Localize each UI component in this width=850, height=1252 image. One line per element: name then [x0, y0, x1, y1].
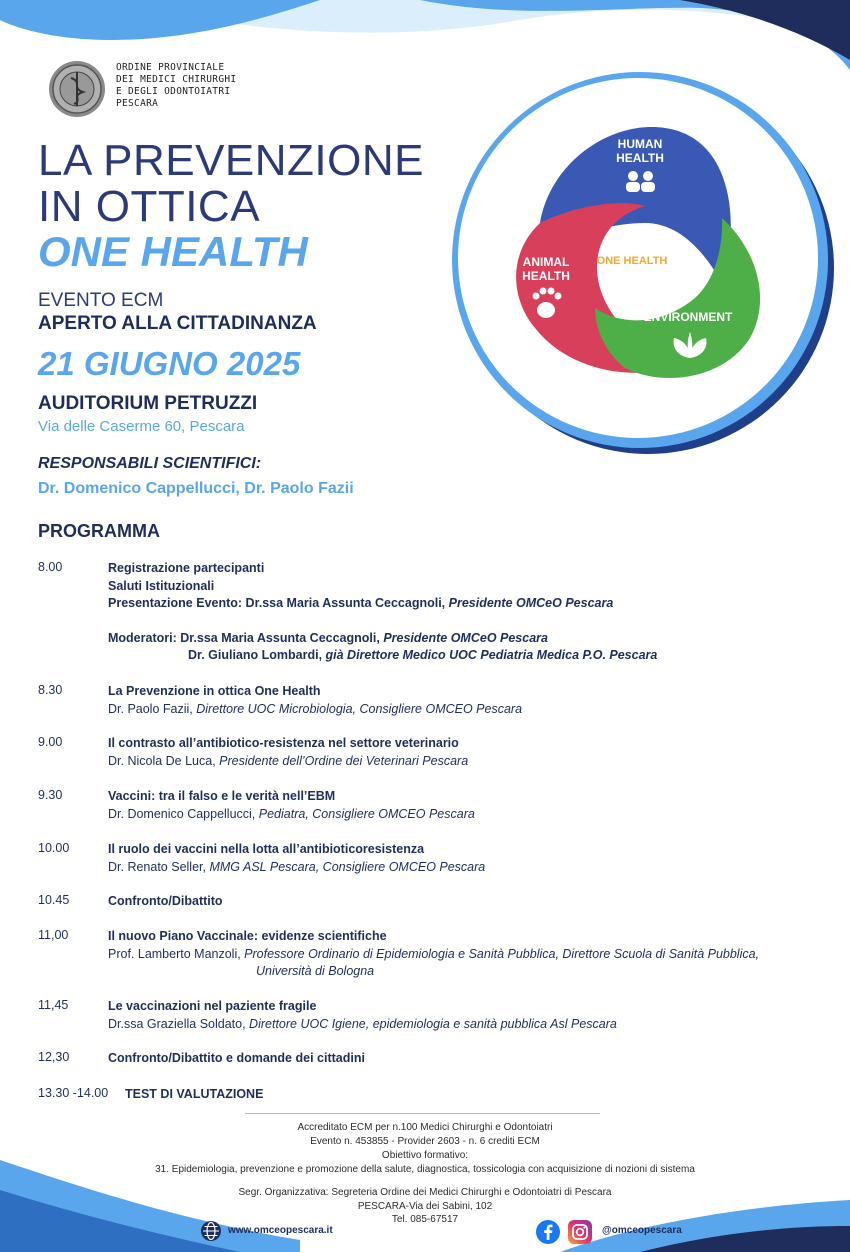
row-title: Il ruolo dei vaccini nella lotta all’antibioticoresistenza	[108, 842, 425, 856]
event-venue: AUDITORIUM PETRUZZI	[38, 393, 258, 414]
row-body	[108, 841, 848, 876]
row-role: Direttore UOC Microbiologia, Consigliere OMCEO Pescara	[196, 701, 523, 716]
globe-icon[interactable]	[200, 1220, 222, 1242]
moderators: Moderatori: Dr.ssa Maria Assunta Ceccagnoli,	[108, 630, 384, 645]
row-role: Presidente dell’Ordine dei Veterinari Pescara	[219, 753, 469, 768]
row-time: 9.30	[38, 788, 63, 802]
row-body	[108, 735, 848, 770]
row-time: 8.30	[38, 683, 63, 697]
row-time: 11,00	[38, 928, 69, 942]
row-role: Presidente OMCeO Pescara	[383, 630, 548, 645]
one-health-center-label: ONE HEALTH	[596, 255, 668, 267]
event-audience: APERTO ALLA CITTADINANZA	[38, 313, 317, 334]
row-title: Vaccini: tra il falso e le verità nell’EBM	[108, 789, 336, 803]
moderator-2: Dr. Giuliano Lombardi,	[188, 648, 326, 662]
instagram-icon[interactable]	[568, 1220, 592, 1244]
row-speaker: Dr. Domenico Cappellucci,	[108, 806, 259, 821]
row-role: Direttore UOC Igiene, epidemiologia e sanità pubblica Asl Pescara	[249, 1016, 617, 1031]
row-title: TEST DI VALUTAZIONE	[125, 1087, 264, 1101]
row-role-continued: Università di Bologna	[256, 964, 375, 978]
row-body	[108, 893, 848, 911]
row-title: Confronto/Dibattito e domande dei cittadini	[108, 1051, 365, 1065]
row-body	[108, 788, 848, 823]
programma-heading: PROGRAMMA	[38, 521, 160, 541]
accreditation-line: Accreditato ECM per n.100 Medici Chirurghi e Odontoiatri	[297, 1122, 553, 1133]
row-body	[108, 683, 848, 718]
row-time: 10.00	[38, 841, 70, 855]
row-body	[108, 560, 848, 665]
human-label-2: HEALTH	[616, 151, 664, 165]
order-seal-logo	[48, 60, 106, 118]
row-time: 10.45	[38, 893, 70, 907]
website-link[interactable]: www.omceopescara.it	[228, 1225, 333, 1236]
accreditation-info	[100, 1121, 750, 1177]
row-speaker: Dr.ssa Graziella Soldato,	[108, 1016, 250, 1031]
row-title: Le vaccinazioni nel paziente fragile	[108, 999, 317, 1013]
title-line-1: LA PREVENZIONE	[38, 136, 425, 185]
secretariat-line: Segr. Organizzativa: Segreteria Ordine dei Medici Chirurghi e Odontoiatri di Pescara	[238, 1187, 612, 1198]
animal-label-1: ANIMAL	[522, 255, 570, 269]
org-line-2: DEI MEDICI CHIRURGHI	[116, 74, 237, 85]
phone-line: Tel. 085-67517	[391, 1214, 459, 1225]
row-title: Il contrasto all’antibiotico-resistenza nel settore veterinario	[108, 736, 459, 750]
footer-divider	[245, 1113, 600, 1114]
row-time: 8.00	[38, 560, 63, 574]
organization-name	[116, 62, 236, 110]
row-role: MMG ASL Pescara, Consigliere OMCEO Pescara	[209, 859, 486, 874]
row-title: La Prevenzione in ottica One Health	[108, 684, 321, 698]
address-line: PESCARA-Via dei Sabini, 102	[357, 1200, 493, 1212]
row-role: già Direttore Medico UOC Pediatria Medica P.O. Pescara	[325, 648, 658, 662]
row-title: Il nuovo Piano Vaccinale: evidenze scientifiche	[108, 929, 387, 943]
row-body	[108, 928, 848, 981]
event-date: 21 GIUGNO 2025	[38, 345, 301, 382]
objective-text: 31. Epidemiologia, prevenzione e promozione della salute, diagnostica, tossicologia con acquisizione di nozioni di sistema	[155, 1164, 695, 1175]
row-time: 12,30	[38, 1050, 70, 1064]
row-role: Professore Ordinario di Epidemiologia e Sanità Pubblica, Direttore Scuola di Sanità Pubblica,	[244, 946, 760, 961]
title-one-health: ONE HEALTH	[38, 228, 308, 275]
row-speaker: Dr. Nicola De Luca,	[108, 753, 220, 768]
event-address: Via delle Caserme 60, Pescara	[38, 418, 245, 435]
row-body	[108, 1050, 848, 1068]
social-handle[interactable]: @omceopescara	[602, 1225, 682, 1236]
row-time: 9.00	[38, 735, 63, 749]
org-line-1: ORDINE PROVINCIALE	[116, 62, 225, 73]
human-label-1: HUMAN	[617, 137, 663, 151]
row-time: 11,45	[38, 998, 69, 1012]
event-code-line: Evento n. 453855 - Provider 2603 - n. 6 crediti ECM	[310, 1136, 540, 1147]
row-body	[108, 998, 848, 1033]
row-title: Saluti Istituzionali	[108, 578, 215, 593]
environment-label: ENVIRONMENT	[643, 310, 733, 324]
responsabili-label: RESPONSABILI SCIENTIFICI:	[38, 455, 262, 472]
row-title: Presentazione Evento: Dr.ssa Maria Assunta Ceccagnoli,	[108, 596, 449, 610]
one-health-logo	[440, 58, 845, 463]
facebook-icon[interactable]	[536, 1220, 560, 1244]
responsabili-names: Dr. Domenico Cappellucci, Dr. Paolo Fazii	[38, 480, 354, 497]
row-role: Pediatra, Consigliere OMCEO Pescara	[258, 806, 475, 821]
row-role: Presidente OMCeO Pescara	[448, 596, 614, 610]
objective-label: Obiettivo formativo:	[381, 1150, 469, 1161]
row-time: 13.30 -14.00	[38, 1086, 109, 1100]
org-line-3: E DEGLI ODONTOIATRI	[116, 86, 231, 97]
main-title	[38, 138, 424, 230]
row-title: Registrazione partecipanti	[108, 561, 265, 575]
event-type: EVENTO ECM	[38, 290, 164, 311]
row-title: Confronto/Dibattito	[108, 894, 223, 908]
secretariat-info	[100, 1186, 750, 1227]
animal-label-2: HEALTH	[522, 269, 570, 283]
row-speaker: Dr. Renato Seller,	[108, 859, 210, 874]
row-speaker: Dr. Paolo Fazii,	[108, 701, 197, 716]
org-line-4: PESCARA	[116, 98, 159, 109]
title-line-2: IN OTTICA	[38, 182, 261, 231]
row-speaker: Prof. Lamberto Manzoli,	[108, 946, 245, 961]
row-body	[125, 1086, 850, 1104]
